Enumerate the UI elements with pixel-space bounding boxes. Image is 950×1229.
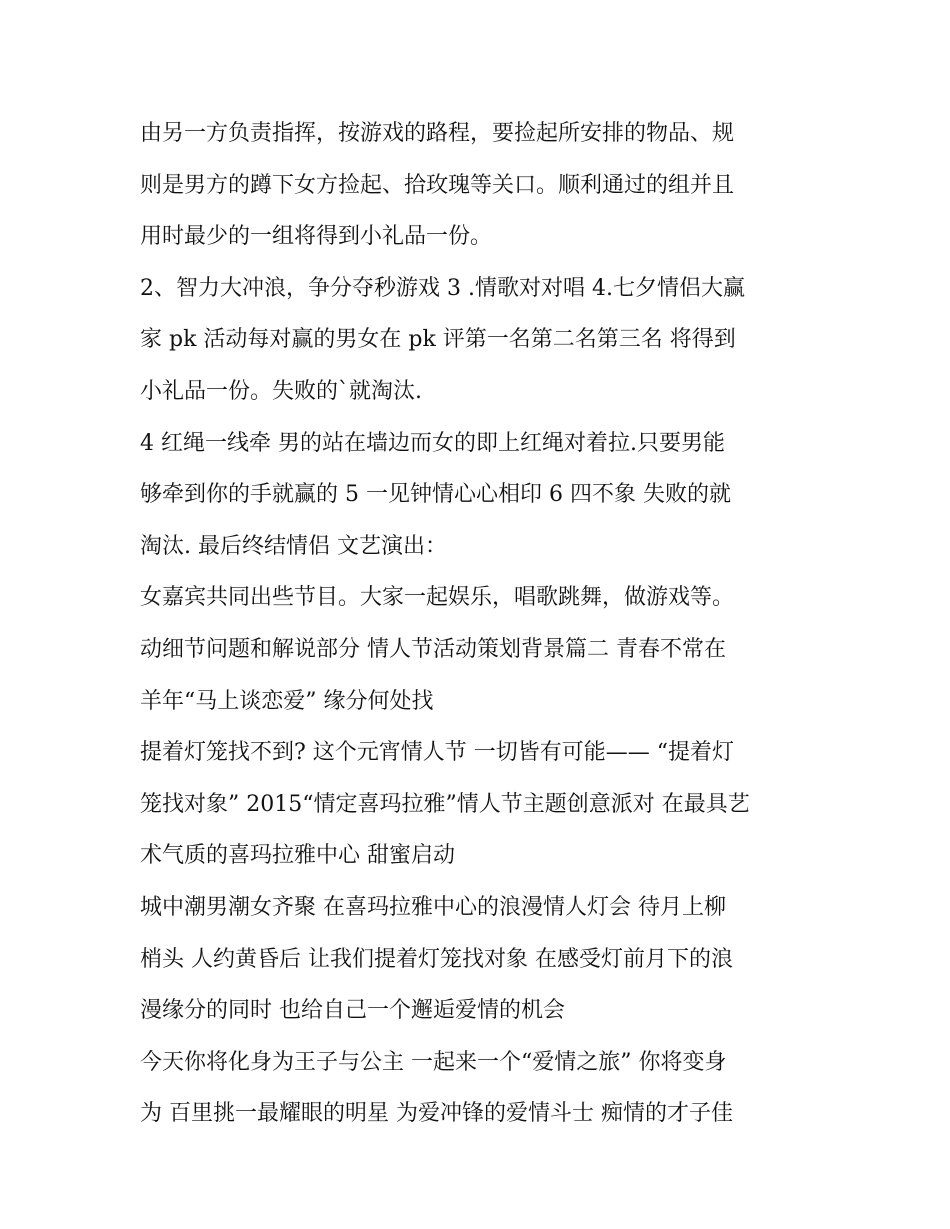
- text-line: 够牵到你的手就赢的 5 一见钟情心心相印 6 四不象 失败的就: [140, 482, 731, 508]
- document-body: [140, 108, 820, 1140]
- text-line: 女嘉宾共同出些节目。大家一起娱乐，唱歌跳舞，做游戏等。: [140, 585, 735, 611]
- text-line: 动细节问题和解说部分 情人节活动策划背景篇二 青春不常在: [140, 636, 726, 662]
- text-line: 提着灯笼找不到? 这个元宵情人节 一切皆有可能—— “提着灯: [140, 740, 735, 766]
- text-line: 用时最少的一组将得到小礼品一份。: [140, 224, 493, 250]
- text-line: 漫缘分的同时 也给自己一个邂逅爱情的机会: [140, 998, 565, 1024]
- text-line: 梢头 人约黄昏后 让我们提着灯笼找对象 在感受灯前月下的浪: [140, 946, 733, 972]
- text-line: 今天你将化身为王子与公主 一起来一个“爱情之旅” 你将变身: [140, 1049, 727, 1075]
- text-line: 则是男方的蹲下女方捡起、拾玫瑰等关口。顺利通过的组并且: [140, 172, 735, 198]
- text-line: 术气质的喜玛拉雅中心 甜蜜启动: [140, 843, 455, 869]
- text-line: 羊年“马上谈恋爱” 缘分何处找: [140, 688, 434, 714]
- text-line: 为 百里挑一最耀眼的明星 为爱冲锋的爱情斗士 痴情的才子佳: [140, 1101, 733, 1127]
- text-line: 4 红绳一线牵 男的站在墙边而女的即上红绳对着拉.只要男能: [140, 430, 725, 456]
- text-line: 2、智力大冲浪，争分夺秒游戏 3 .情歌对对唱 4.七夕情侣大赢: [140, 275, 745, 301]
- text-line: 家 pk 活动每对赢的男女在 pk 评第一名第二名第三名 将得到: [140, 327, 736, 353]
- text-line: 淘汰. 最后终结情侣 文艺演出：: [140, 533, 447, 559]
- text-line: 由另一方负责指挥，按游戏的路程，要捡起所安排的物品、规: [140, 121, 735, 146]
- text-line: 城中潮男潮女齐聚 在喜玛拉雅中心的浪漫情人灯会 待月上柳: [140, 894, 726, 920]
- text-line: 笼找对象” 2015“情定喜玛拉雅”情人节主题创意派对 在最具艺: [140, 791, 750, 817]
- text-line: 小礼品一份。失败的`就淘汰.: [140, 378, 422, 404]
